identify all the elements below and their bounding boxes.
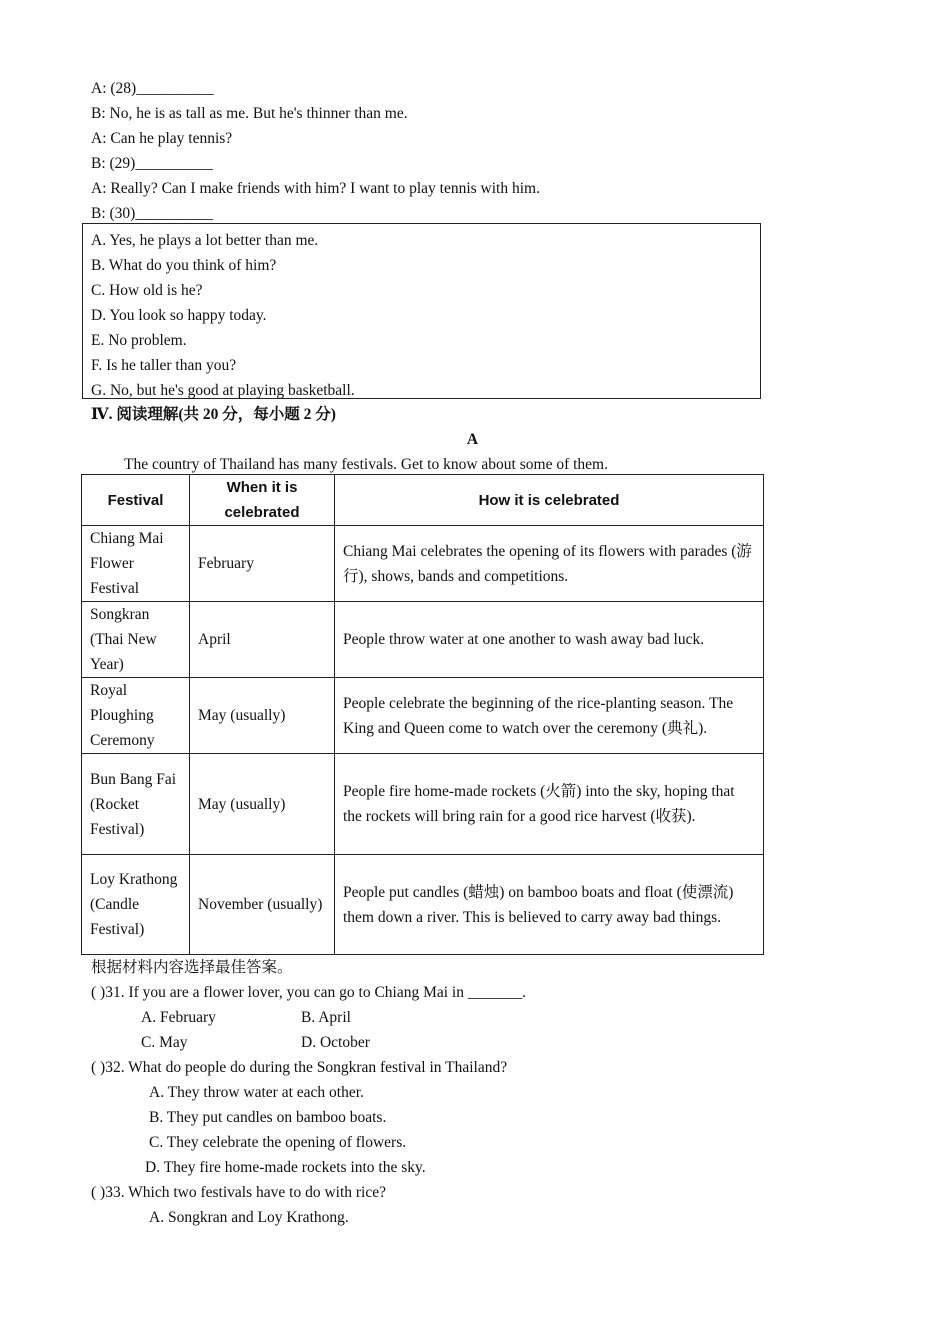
- question-32-option-d[interactable]: D. They fire home-made rockets into the sky.: [145, 1159, 426, 1176]
- question-32-option-b[interactable]: B. They put candles on bamboo boats.: [149, 1109, 387, 1126]
- festival-when: February: [190, 526, 335, 602]
- question-33-option-a[interactable]: A. Songkran and Loy Krathong.: [149, 1209, 349, 1226]
- dialogue-line-30: B: (30)__________: [91, 205, 213, 222]
- option-e: E. No problem.: [91, 332, 187, 349]
- festival-when: May (usually): [190, 754, 335, 855]
- festival-how: People celebrate the beginning of the rice-planting season. The King and Queen come to watch over the ceremony (典礼).: [335, 678, 764, 754]
- festival-name: Chiang Mai Flower Festival: [82, 526, 190, 602]
- festival-when: April: [190, 602, 335, 678]
- option-c: C. How old is he?: [91, 282, 203, 299]
- table-row: [82, 678, 764, 754]
- festival-name: Bun Bang Fai (Rocket Festival): [82, 754, 190, 855]
- festival-when: November (usually): [190, 855, 335, 955]
- option-f: F. Is he taller than you?: [91, 357, 237, 374]
- festival-how: People fire home-made rockets (火箭) into the sky, hoping that the rockets will bring rain for a good rice harvest (收获).: [335, 754, 764, 855]
- instruction-text: 根据材料内容选择最佳答案。: [91, 959, 293, 976]
- header-when: When it is celebrated: [190, 475, 335, 526]
- festival-table: [81, 474, 764, 955]
- header-festival: Festival: [82, 475, 190, 526]
- question-32-option-a[interactable]: A. They throw water at each other.: [149, 1084, 364, 1101]
- table-header-row: [82, 475, 764, 526]
- section-title: Ⅳ. 阅读理解(共 20 分，每小题 2 分): [91, 406, 336, 423]
- header-how: How it is celebrated: [335, 475, 764, 526]
- festival-name: Songkran (Thai New Year): [82, 602, 190, 678]
- question-31-option-d[interactable]: D. October: [301, 1034, 370, 1051]
- option-g: G. No, but he's good at playing basketball.: [91, 382, 355, 399]
- dialogue-line: B: No, he is as tall as me. But he's thinner than me.: [91, 105, 408, 122]
- option-a: A. Yes, he plays a lot better than me.: [91, 232, 319, 249]
- dialogue-line-29: B: (29)__________: [91, 155, 213, 172]
- table-row: [82, 754, 764, 855]
- dialogue-line: A: Can he play tennis?: [91, 130, 233, 147]
- passage-intro: The country of Thailand has many festivals. Get to know about some of them.: [124, 456, 608, 473]
- festival-how: People put candles (蜡烛) on bamboo boats and float (使漂流) them down a river. This is believed to carry away bad things.: [335, 855, 764, 955]
- festival-how: People throw water at one another to wash away bad luck.: [335, 602, 764, 678]
- table-row: [82, 602, 764, 678]
- festival-when: May (usually): [190, 678, 335, 754]
- question-33-stem: ( )33. Which two festivals have to do with rice?: [91, 1184, 386, 1201]
- question-31-option-a[interactable]: A. February: [141, 1009, 216, 1026]
- question-31-option-b[interactable]: B. April: [301, 1009, 351, 1026]
- question-31-option-c[interactable]: C. May: [141, 1034, 188, 1051]
- passage-label: A: [466, 431, 479, 448]
- option-d: D. You look so happy today.: [91, 307, 267, 324]
- table-row: [82, 526, 764, 602]
- table-row: [82, 855, 764, 955]
- answer-options-box: [82, 223, 761, 399]
- festival-name: Loy Krathong (Candle Festival): [82, 855, 190, 955]
- question-31-stem: ( )31. If you are a flower lover, you can go to Chiang Mai in _______.: [91, 984, 526, 1001]
- option-b: B. What do you think of him?: [91, 257, 277, 274]
- question-32-stem: ( )32. What do people do during the Songkran festival in Thailand?: [91, 1059, 508, 1076]
- dialogue-line: A: Really? Can I make friends with him? I want to play tennis with him.: [91, 180, 540, 197]
- dialogue-line-28: A: (28)__________: [91, 80, 214, 97]
- festival-name: Royal Ploughing Ceremony: [82, 678, 190, 754]
- festival-how: Chiang Mai celebrates the opening of its flowers with parades (游行), shows, bands and competitions.: [335, 526, 764, 602]
- question-32-option-c[interactable]: C. They celebrate the opening of flowers.: [149, 1134, 407, 1151]
